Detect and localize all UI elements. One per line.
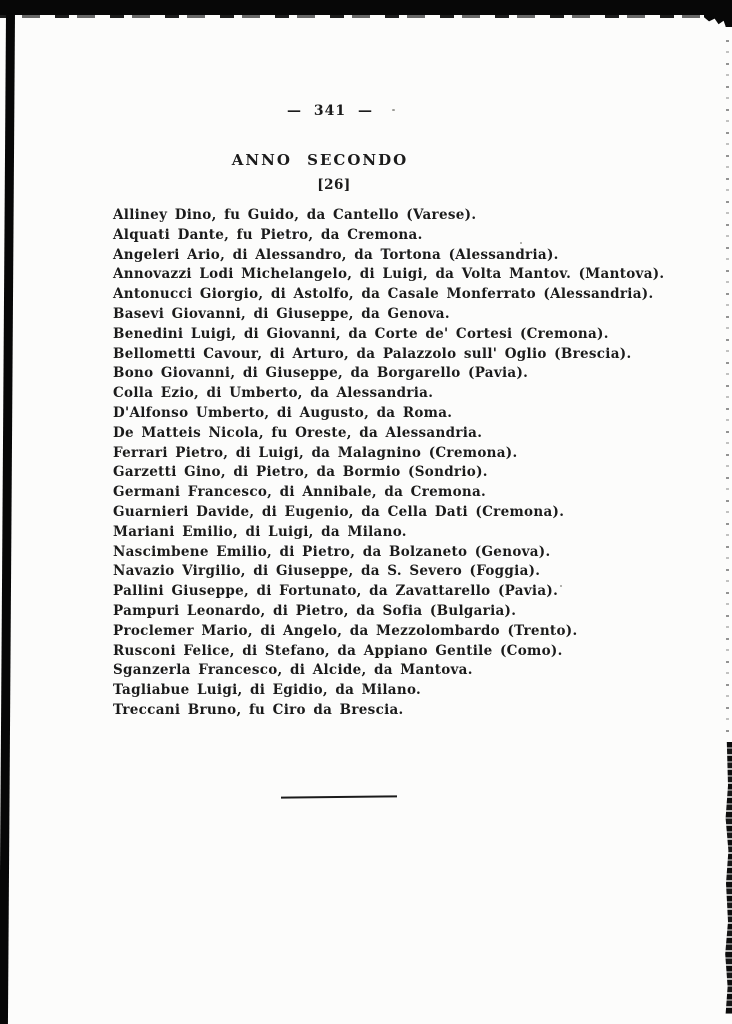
list-item: Antonucci Giorgio, di Astolfo, da Casale Monferrato (Alessandria). (113, 286, 654, 303)
list-item: Colla Ezio, di Umberto, da Alessandria. (113, 385, 434, 402)
section-heading: ANNO SECONDO (231, 151, 409, 169)
list-item: Garzetti Gino, di Pietro, da Bormio (Sondrio). (113, 464, 488, 481)
list-item: Guarnieri Davide, di Eugenio, da Cella Dati (Cremona). (113, 503, 565, 520)
list-item: Ferrari Pietro, di Luigi, da Malagnino (Cremona). (113, 444, 518, 461)
list-item: D'Alfonso Umberto, di Augusto, da Roma. (113, 404, 453, 421)
section-number: [26] (317, 177, 351, 193)
list-item: Bellometti Cavour, di Arturo, da Palazzolo sull' Oglio (Brescia). (113, 345, 632, 362)
list-item: Germani Francesco, di Annibale, da Cremona. (113, 484, 487, 501)
page-number: — 341 — (287, 103, 373, 119)
scan-corner-blob (704, 13, 732, 27)
list-item: Annovazzi Lodi Michelangelo, di Luigi, da Volta Mantov. (Mantova). (113, 266, 665, 283)
name-list (113, 206, 673, 721)
list-item: Nascimbene Emilio, di Pietro, da Bolzaneto (Genova). (113, 543, 551, 560)
scan-edge-right-band (724, 742, 732, 1014)
list-item: Navazio Virgilio, di Giuseppe, da S. Severo (Foggia). (113, 563, 541, 580)
list-item: Benedini Luigi, di Giovanni, da Corte de' Cortesi (Cremona). (113, 325, 609, 342)
list-item: Bono Giovanni, di Giuseppe, da Borgarello (Pavia). (113, 365, 529, 382)
list-item: Treccani Bruno, fu Ciro da Brescia. (113, 701, 404, 718)
list-item: Rusconi Felice, di Stefano, da Appiano Gentile (Como). (113, 642, 563, 659)
list-item: Alquati Dante, fu Pietro, da Cremona. (113, 226, 423, 243)
list-item: Basevi Giovanni, di Giuseppe, da Genova. (113, 305, 450, 322)
separator-rule (281, 795, 397, 798)
list-item: Angeleri Ario, di Alessandro, da Tortona (Alessandria). (113, 246, 559, 263)
list-item: Pampuri Leonardo, di Pietro, da Sofia (Bulgaria). (113, 602, 517, 619)
scan-edge-top (0, 0, 732, 15)
list-item: Proclemer Mario, di Angelo, da Mezzolombardo (Trento). (113, 622, 578, 639)
scan-edge-right-speckle (726, 40, 729, 740)
list-item: Mariani Emilio, di Luigi, da Milano. (113, 523, 407, 540)
list-item: De Matteis Nicola, fu Oreste, da Alessandria. (113, 424, 483, 441)
list-item: Pallini Giuseppe, di Fortunato, da Zavattarello (Pavia). (113, 583, 559, 600)
list-item: Alliney Dino, fu Guido, da Cantello (Varese). (113, 207, 477, 223)
list-item: Sganzerla Francesco, di Alcide, da Mantova. (113, 662, 473, 679)
list-item: Tagliabue Luigi, di Egidio, da Milano. (113, 682, 422, 699)
